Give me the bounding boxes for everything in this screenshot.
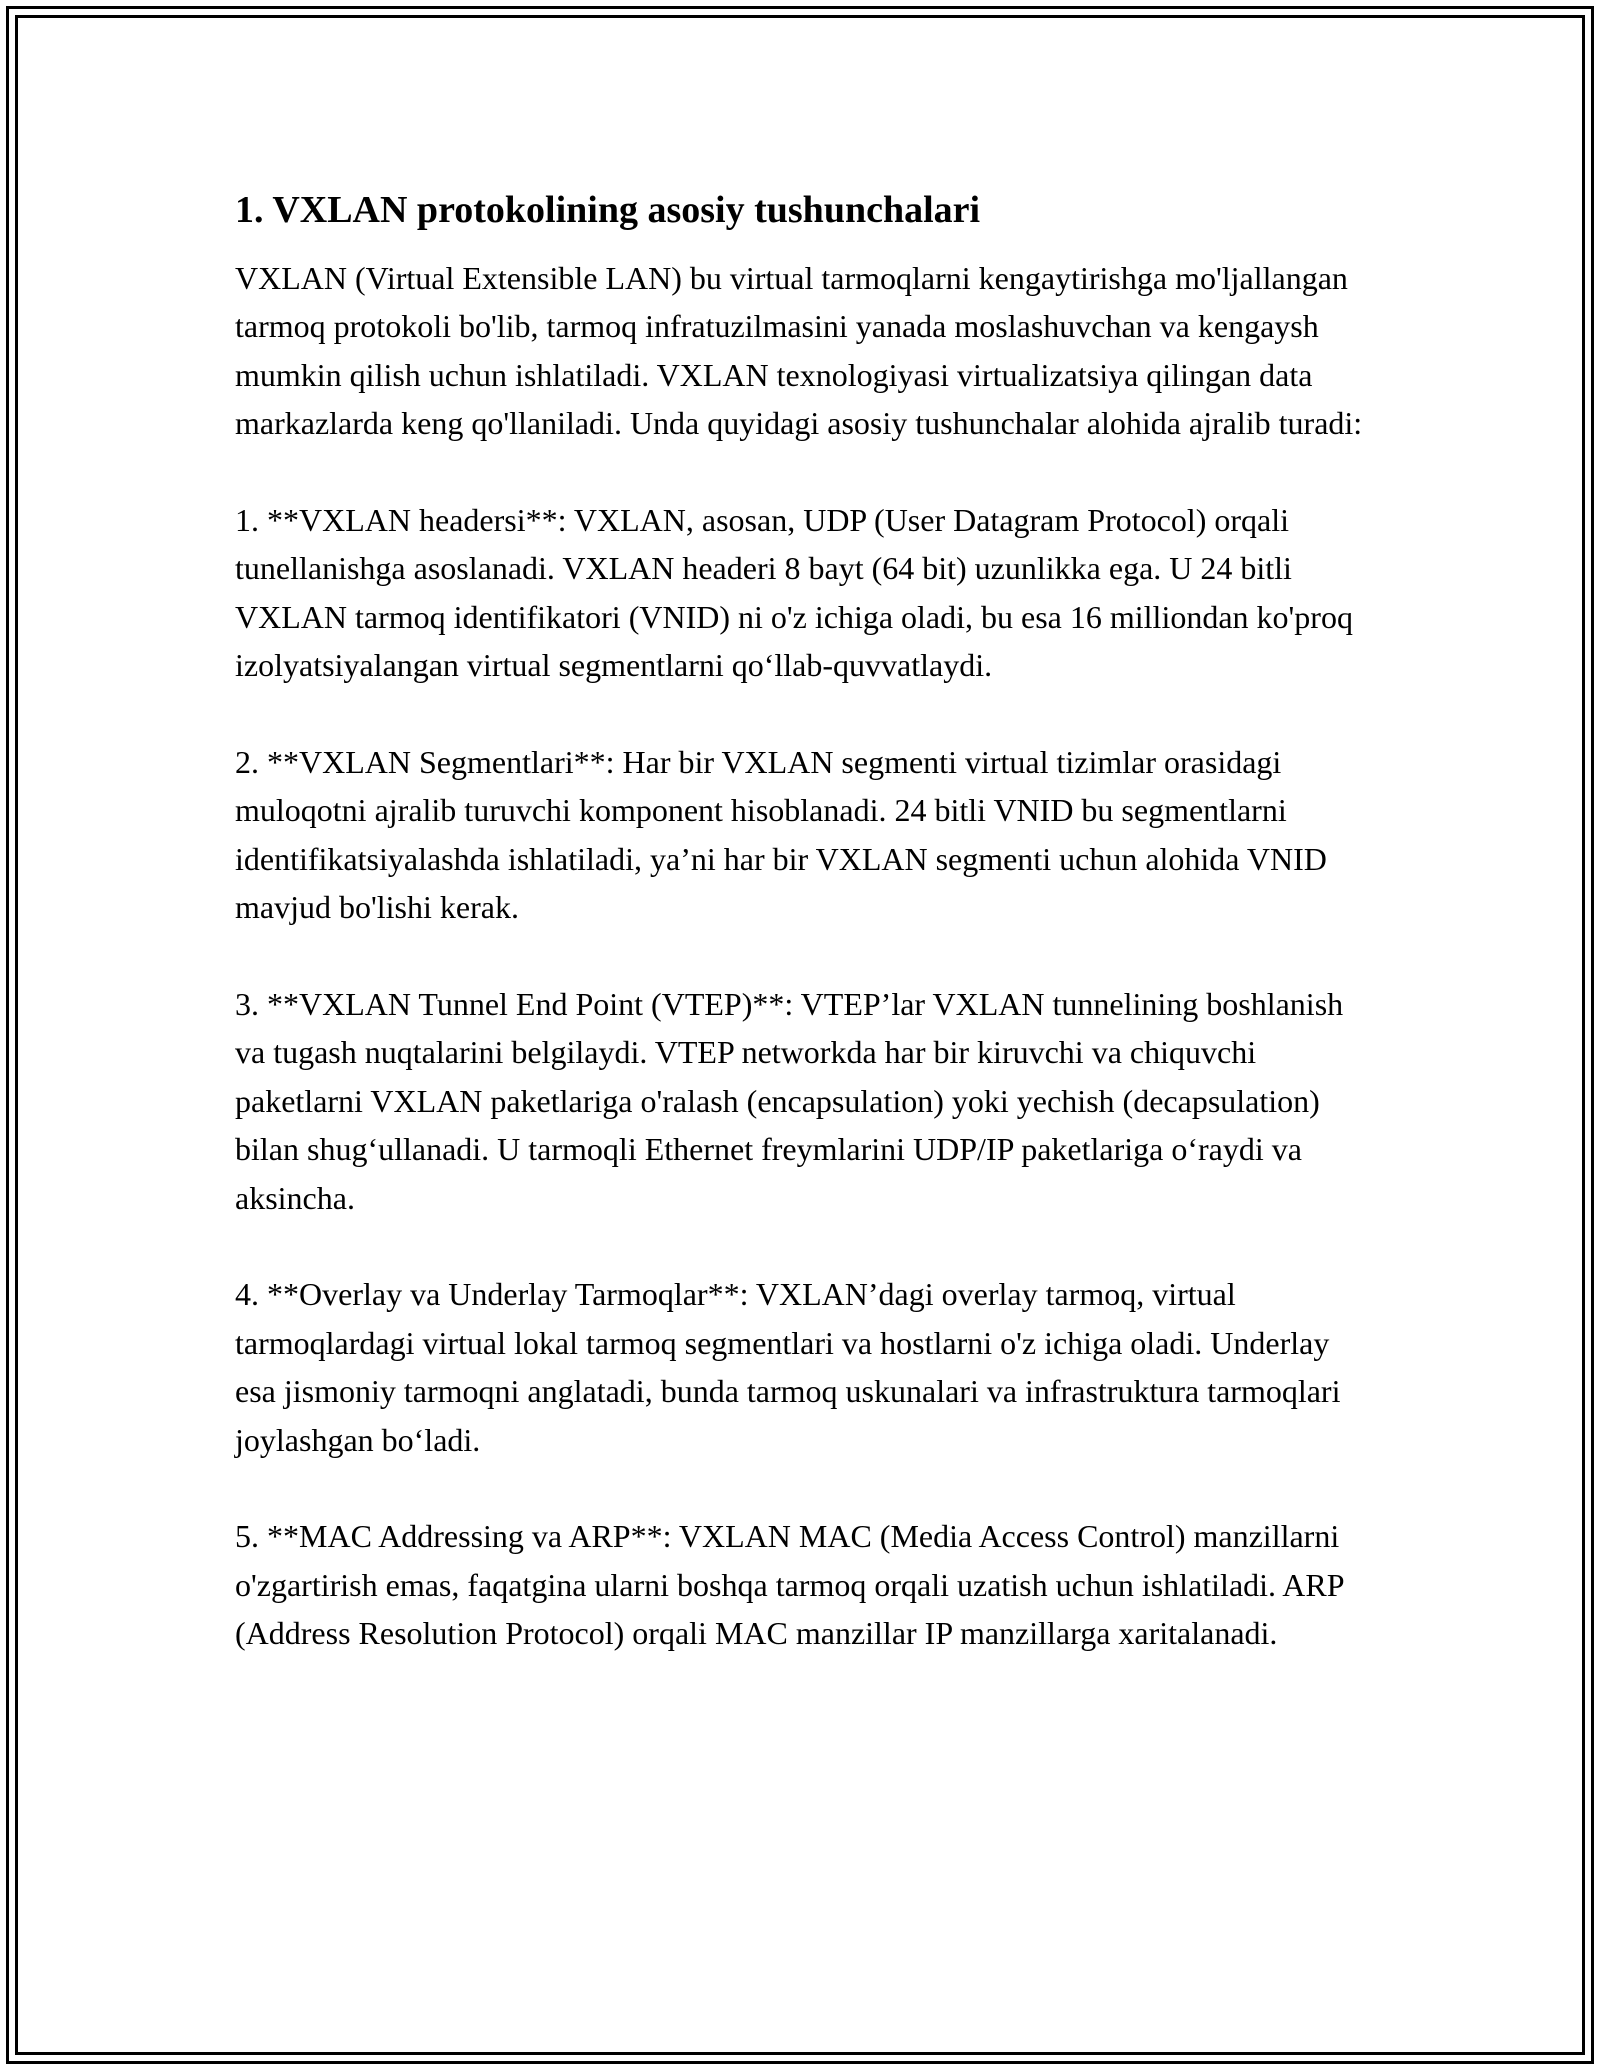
list-item-vtep: 3. **VXLAN Tunnel End Point (VTEP)**: VTEP’lar VXLAN tunnelining boshlanish va tugash nuqtalarini belgilaydi. VTEP networkda har bir kiruvchi va chiquvchi paketlarni VXLAN paketlariga o'ralash (encapsulation) yoki yechish (decapsulation) bilan shug‘ullanadi. U tarmoqli Ethernet freymlarini UDP/IP paketlariga o‘raydi va aksincha. [235,986,1344,1216]
list-item-vxlan-header: 1. **VXLAN headersi**: VXLAN, asosan, UDP (User Datagram Protocol) orqali tunellanishga asoslanadi. VXLAN headeri 8 bayt (64 bit) uzunlikka ega. U 24 bitli VXLAN tarmoq identifikatori (VNID) ni o'z ichiga oladi, bu esa 16 milliondan ko'proq izolyatsiyalangan virtual segmentlarni qo‘llab-quvvatlaydi. [235,502,1353,684]
list-item-overlay-underlay: 4. **Overlay va Underlay Tarmoqlar**: VXLAN’dagi overlay tarmoq, virtual tarmoqlardagi virtual lokal tarmoq segmentlari va hostlarni o'z ichiga oladi. Underlay esa jismoniy tarmoqni anglatadi, bunda tarmoq uskunalari va infrastruktura tarmoqlari joylashgan bo‘ladi. [235,1276,1341,1458]
intro-paragraph: VXLAN (Virtual Extensible LAN) bu virtual tarmoqlarni kengaytirishga mo'ljallangan tarmoq protokoli bo'lib, tarmoq infratuzilmasini yanada moslashuvchan va kengaysh mumkin qilish uchun ishlatiladi. VXLAN texnologiyasi virtualizatsiya qilingan data markazlarda keng qo'llaniladi. Unda quyidagi asosiy tushunchalar alohida ajralib turadi: [235,260,1363,442]
document-title: 1. VXLAN protokolining asosiy tushunchalari [235,189,981,231]
list-item-mac-arp: 5. **MAC Addressing va ARP**: VXLAN MAC (Media Access Control) manzillarni o'zgartirish emas, faqatgina ularni boshqa tarmoq orqali uzatish uchun ishlatiladi. ARP (Address Resolution Protocol) orqali MAC manzillar IP manzillarga xaritalanadi. [235,1518,1344,1652]
list-item-vxlan-segments: 2. **VXLAN Segmentlari**: Har bir VXLAN segmenti virtual tizimlar orasidagi muloqotni ajralib turuvchi komponent hisoblanadi. 24 bitli VNID bu segmentlarni identifikatsiyalashda ishlatiladi, ya’ni har bir VXLAN segmenti uchun alohida VNID mavjud bo'lishi kerak. [235,744,1327,926]
document-body [235,186,1375,1706]
